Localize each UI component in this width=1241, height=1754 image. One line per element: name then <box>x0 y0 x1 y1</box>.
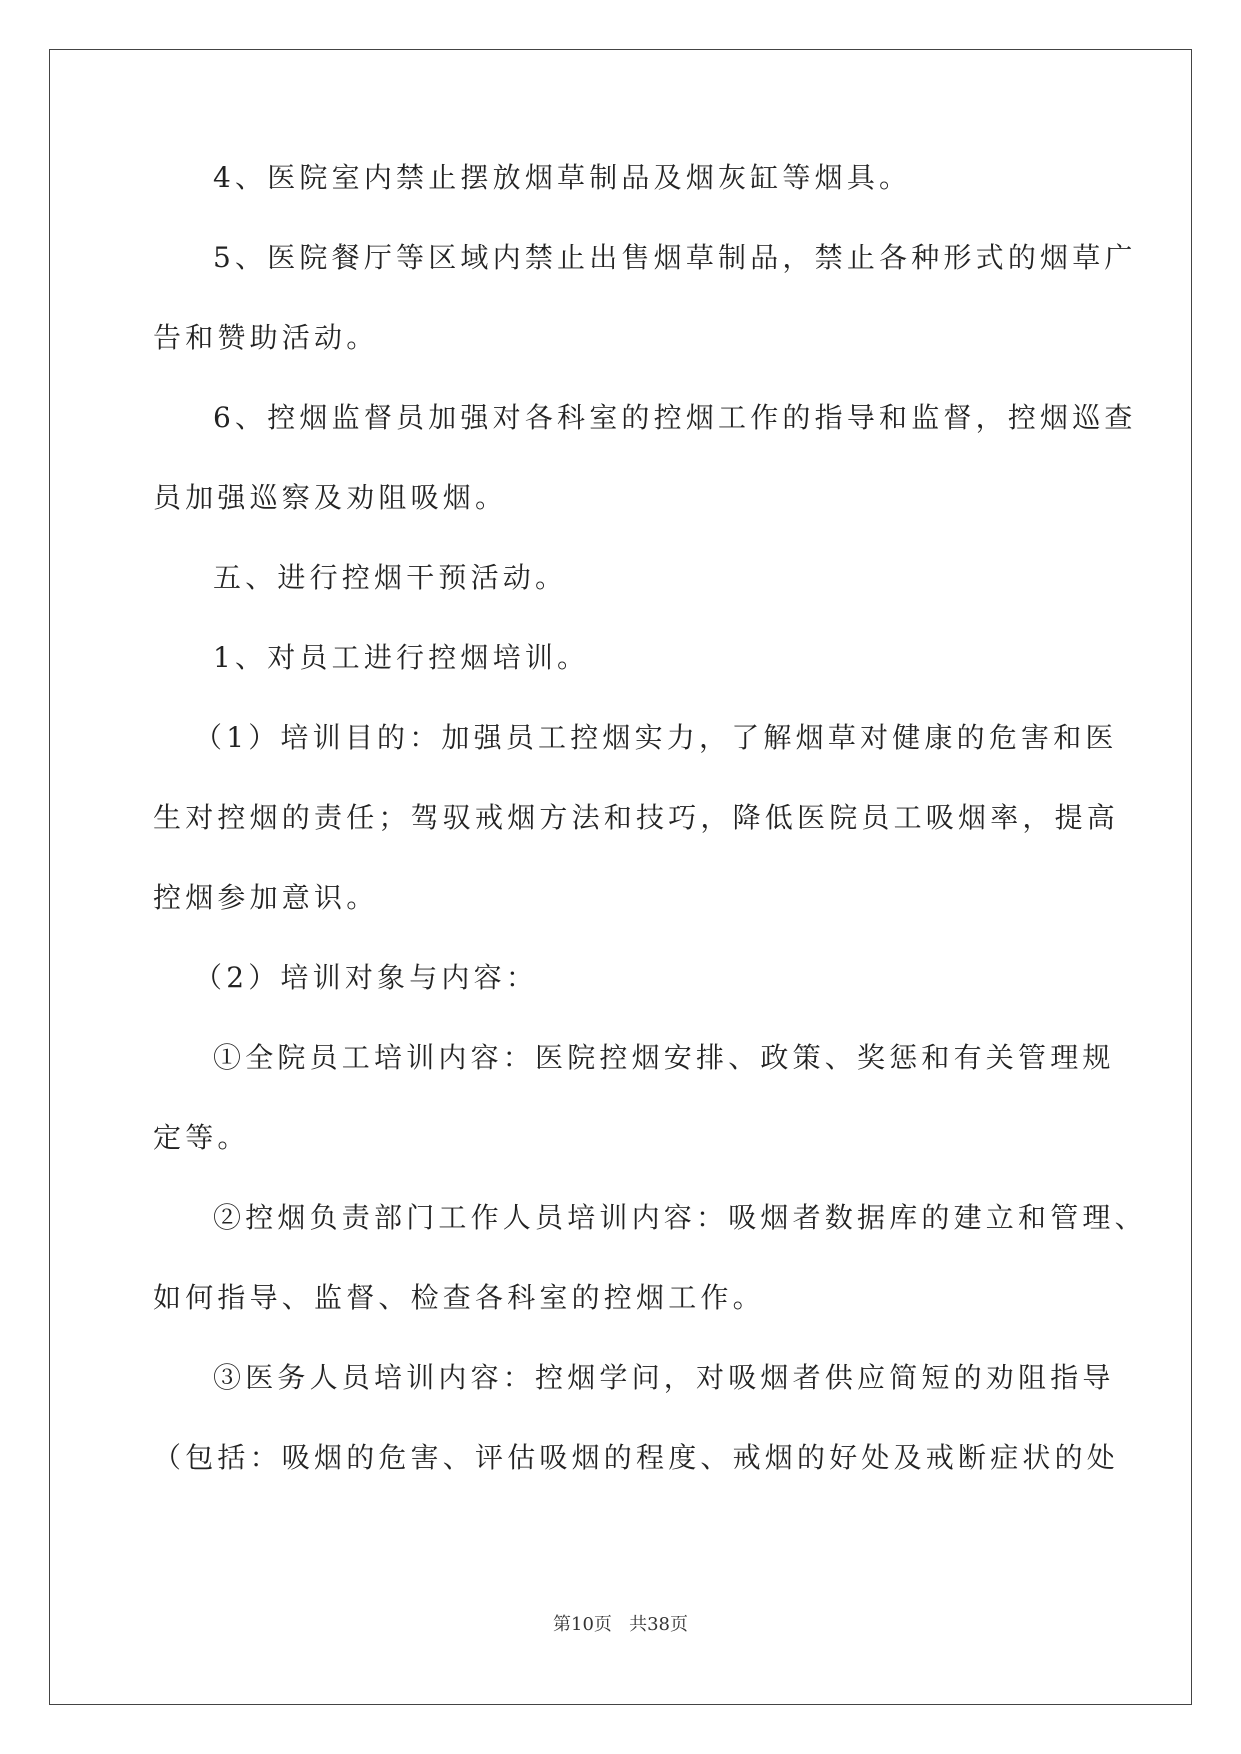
page-number: 第10页 共38页 <box>553 1614 688 1635</box>
paragraph-line: ①全院员工培训内容：医院控烟安排、政策、奖惩和有关管理规 <box>213 1041 1115 1074</box>
paragraph-line: 员加强巡察及劝阻吸烟。 <box>153 481 508 514</box>
paragraph-line: ③医务人员培训内容：控烟学问，对吸烟者供应简短的劝阻指导 <box>213 1361 1115 1394</box>
paragraph-line: 定等。 <box>153 1121 250 1154</box>
paragraph-line: 生对控烟的责任；驾驭戒烟方法和技巧，降低医院员工吸烟率，提高 <box>153 801 1120 834</box>
paragraph-line: ②控烟负责部门工作人员培训内容：吸烟者数据库的建立和管理、 <box>213 1201 1147 1234</box>
paragraph-line: （2）培训对象与内容： <box>194 961 539 994</box>
section-heading: 五、进行控烟干预活动。 <box>213 561 568 594</box>
paragraph-line: 1、对员工进行控烟培训。 <box>213 641 590 674</box>
paragraph-line: 6、控烟监督员加强对各科室的控烟工作的指导和监督，控烟巡查 <box>213 401 1137 434</box>
paragraph-line: 控烟参加意识。 <box>153 881 379 914</box>
paragraph-line: 5、医院餐厅等区域内禁止出售烟草制品，禁止各种形式的烟草广 <box>213 241 1137 274</box>
paragraph-line: （1）培训目的：加强员工控烟实力，了解烟草对健康的危害和医 <box>194 721 1118 754</box>
paragraph-line: 告和赞助活动。 <box>153 321 379 354</box>
paragraph-line: （包括：吸烟的危害、评估吸烟的程度、戒烟的好处及戒断症状的处 <box>153 1441 1120 1474</box>
paragraph-line: 4、医院室内禁止摆放烟草制品及烟灰缸等烟具。 <box>213 161 912 194</box>
paragraph-line: 如何指导、监督、检查各科室的控烟工作。 <box>153 1281 765 1314</box>
